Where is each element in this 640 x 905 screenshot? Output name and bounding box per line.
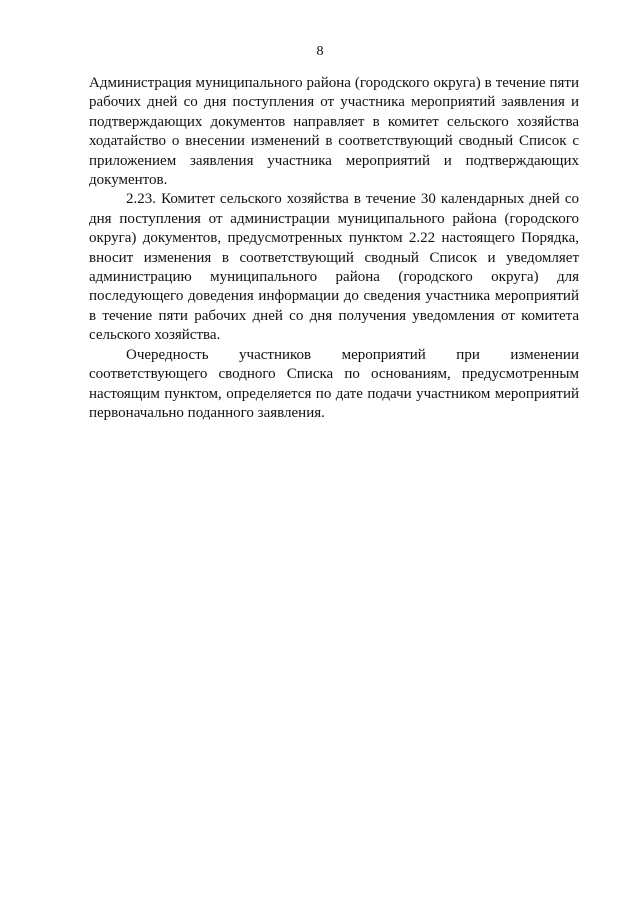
paragraph-2-23: 2.23. Комитет сельского хозяйства в течение 30 календарных дней со дня поступления от администрации муниципального района (городского округа) документов, предусмотренных пунктом 2.22 настоящего Порядка, вносит изменения в соответствующий сводный Список и уведомляет администрацию муниципального района (городского округа) для последующего доведения информации до сведения участника мероприятий в течение пяти рабочих дней со дня получения уведомления от комитета сельского хозяйства.: [89, 191, 579, 344]
paragraph-priority-order: Очередность участников мероприятий при изменении соответствующего сводного Списка по основаниям, предусмотренным настоящим пунктом, определяется по дате подачи участником мероприятий первоначально поданного заявления.: [89, 346, 579, 421]
page-number: 8: [316, 44, 324, 59]
document-body: [89, 74, 579, 423]
paragraph-administration-notice: Администрация муниципального района (городского округа) в течение пяти рабочих дней со дня поступления от участника мероприятий заявления и подтверждающих документов направляет в комитет сельского хозяйства ходатайство о внесении изменений в соответствующий сводный Список с приложением заявления участника мероприятий и подтверждающих документов.: [89, 75, 579, 189]
